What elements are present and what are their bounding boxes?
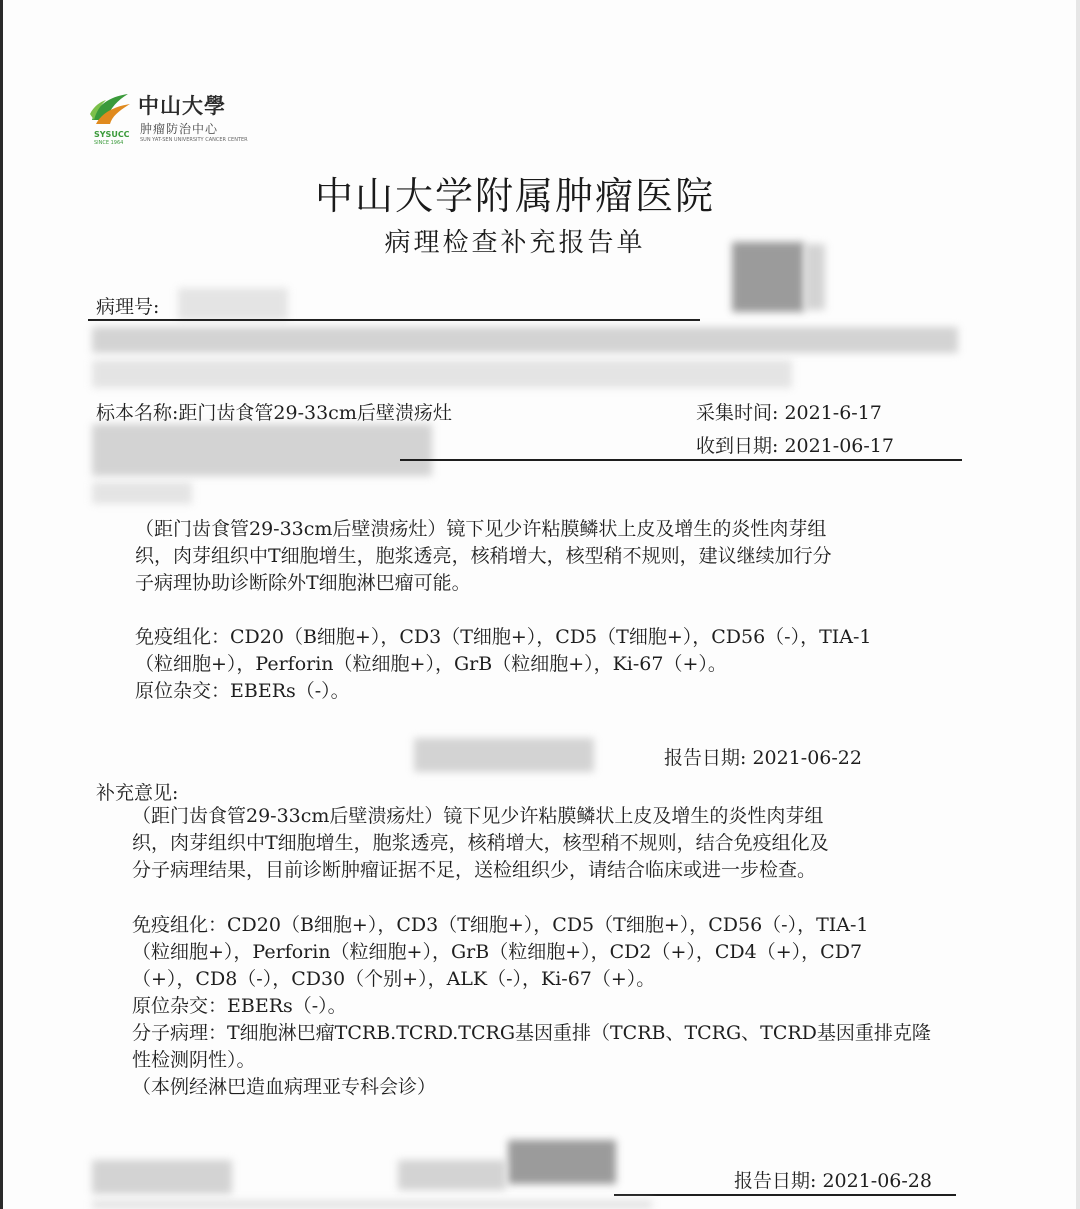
receive-date: 收到日期: 2021-06-17 xyxy=(696,435,894,457)
redacted-signature-image xyxy=(508,1140,616,1184)
ihc-line: 原位杂交：EBERs（-）。 xyxy=(132,995,347,1017)
page-edge-highlight xyxy=(1076,0,1080,1209)
logo-subtitle-cn: 肿瘤防治中心 xyxy=(140,122,219,136)
specimen-name: 标本名称:距门齿食管29-33cm后壁溃疡灶 xyxy=(96,402,452,424)
ihc-line: （粒细胞+），Perforin（粒细胞+），GrB（粒细胞+），Ki-67（+）。 xyxy=(135,653,727,675)
logo-abbreviation: SYSUCC xyxy=(94,130,130,139)
report-title: 病理检查补充报告单 xyxy=(384,228,646,258)
supplement-label: 补充意见: xyxy=(96,782,179,804)
redacted-photo xyxy=(732,242,804,312)
redacted-signature xyxy=(414,738,594,772)
redacted-reviewer xyxy=(398,1160,506,1190)
ihc-line: 性检测阴性）。 xyxy=(132,1049,256,1071)
report-date-supplement: 报告日期: 2021-06-28 xyxy=(734,1170,932,1192)
collect-time: 采集时间: 2021-6-17 xyxy=(696,402,882,424)
ihc-line: 免疫组化：CD20（B细胞+），CD3（T细胞+），CD5（T细胞+），CD56（-），TIA-1 xyxy=(132,914,869,936)
diagnosis-line: 子病理协助诊断除外T细胞淋巴瘤可能。 xyxy=(135,572,471,594)
redacted-doctor xyxy=(92,1160,232,1194)
ihc-line: （本例经淋巴造血病理亚专科会诊） xyxy=(132,1076,437,1098)
divider-line xyxy=(88,319,700,321)
leaf-logo-icon xyxy=(88,90,134,130)
hospital-name: 中山大学附属肿瘤医院 xyxy=(314,174,715,218)
ihc-line: 免疫组化：CD20（B细胞+），CD3（T细胞+），CD5（T细胞+），CD56（-），TIA-1 xyxy=(135,626,872,648)
supplement-line: 织，肉芽组织中T细胞增生，胞浆透亮，核稍增大，核型稍不规则，结合免疫组化及 xyxy=(132,832,829,854)
logo-since: SINCE 1964 xyxy=(94,140,124,146)
supplement-ihc xyxy=(132,912,931,1101)
logo-name-cn: 中山大學 xyxy=(138,94,226,118)
pathology-number-label: 病理号: xyxy=(96,296,160,318)
redacted-patient-info-row1 xyxy=(92,327,958,353)
divider-line xyxy=(400,459,962,461)
ihc-line: 原位杂交：EBERs（-）。 xyxy=(135,680,350,702)
diagnosis-text xyxy=(135,516,832,597)
diagnosis-ihc xyxy=(135,624,872,705)
report-date-first: 报告日期: 2021-06-22 xyxy=(664,747,862,769)
logo-english-name: SUN YAT-SEN UNIVERSITY CANCER CENTER xyxy=(140,137,248,143)
hospital-logo xyxy=(88,90,248,150)
redacted-patient-info-row2 xyxy=(92,360,792,388)
redacted-clinical-diagnosis xyxy=(92,424,432,476)
diagnosis-line: 织，肉芽组织中T细胞增生，胞浆透亮，核稍增大，核型稍不规则，建议继续加行分 xyxy=(135,545,832,567)
supplement-line: 分子病理结果，目前诊断肿瘤证据不足，送检组织少，请结合临床或进一步检查。 xyxy=(132,859,817,881)
diagnosis-line: （距门齿食管29-33cm后壁溃疡灶）镜下见少许粘膜鳞状上皮及增生的炎性肉芽组 xyxy=(135,518,827,540)
redacted-pathology-number xyxy=(178,288,288,320)
redacted-block xyxy=(805,244,825,310)
redacted-diagnosis-label xyxy=(92,482,192,504)
ihc-line: （粒细胞+），Perforin（粒细胞+），GrB（粒细胞+），CD2（+），CD4（+），CD7 xyxy=(132,941,863,963)
supplement-text xyxy=(132,803,829,884)
redacted-footnote xyxy=(92,1200,652,1209)
ihc-line: 分子病理：T细胞淋巴瘤TCRB.TCRD.TCRG基因重排（TCRB、TCRG、TCRD基因重排克隆 xyxy=(132,1022,931,1044)
supplement-line: （距门齿食管29-33cm后壁溃疡灶）镜下见少许粘膜鳞状上皮及增生的炎性肉芽组 xyxy=(132,805,824,827)
divider-line xyxy=(614,1194,956,1196)
ihc-line: （+），CD8（-），CD30（个别+），ALK（-），Ki-67（+）。 xyxy=(132,968,656,990)
